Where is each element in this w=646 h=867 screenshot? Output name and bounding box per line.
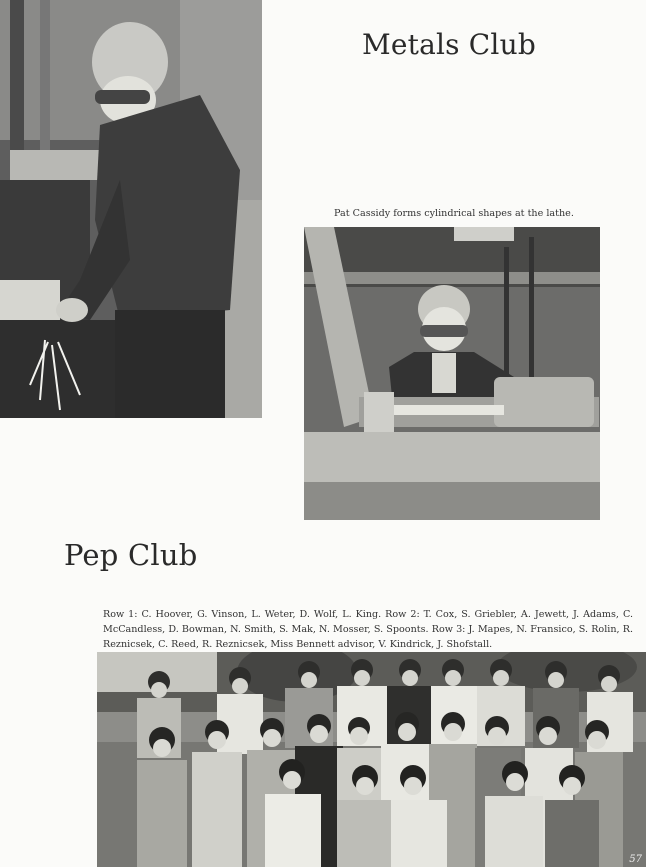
grinding-photo-image [0,0,262,418]
metals-club-title: Metals Club [362,28,536,61]
pep-club-roster-caption: Row 1: C. Hoover, G. Vinson, L. Weter, D. Wolf, L. King. Row 2: T. Cox, S. Griebler, A. Jewett, J. Adams, C. McCandless, D. Bowman, N. Smith, S. Mak, N. Mosser, S. Spoonts. Row 3: J. Mapes, N. Fransico, S. Rolin, R. Reznicsek, C. Reed, R. Reznicsek, Miss Bennett advisor, V. Kindrick, J. Shofstall. [103,609,633,650]
lathe-photo [304,227,600,520]
pep-club-group-photo-image [97,652,646,867]
grinding-photo [0,0,262,418]
pep-club-group-photo [97,652,646,867]
lathe-photo-caption: Pat Cassidy forms cylindrical shapes at the lathe. [334,208,574,219]
pep-club-title: Pep Club [64,538,198,572]
page-number: 57 [629,854,642,865]
lathe-photo-image [304,227,600,520]
